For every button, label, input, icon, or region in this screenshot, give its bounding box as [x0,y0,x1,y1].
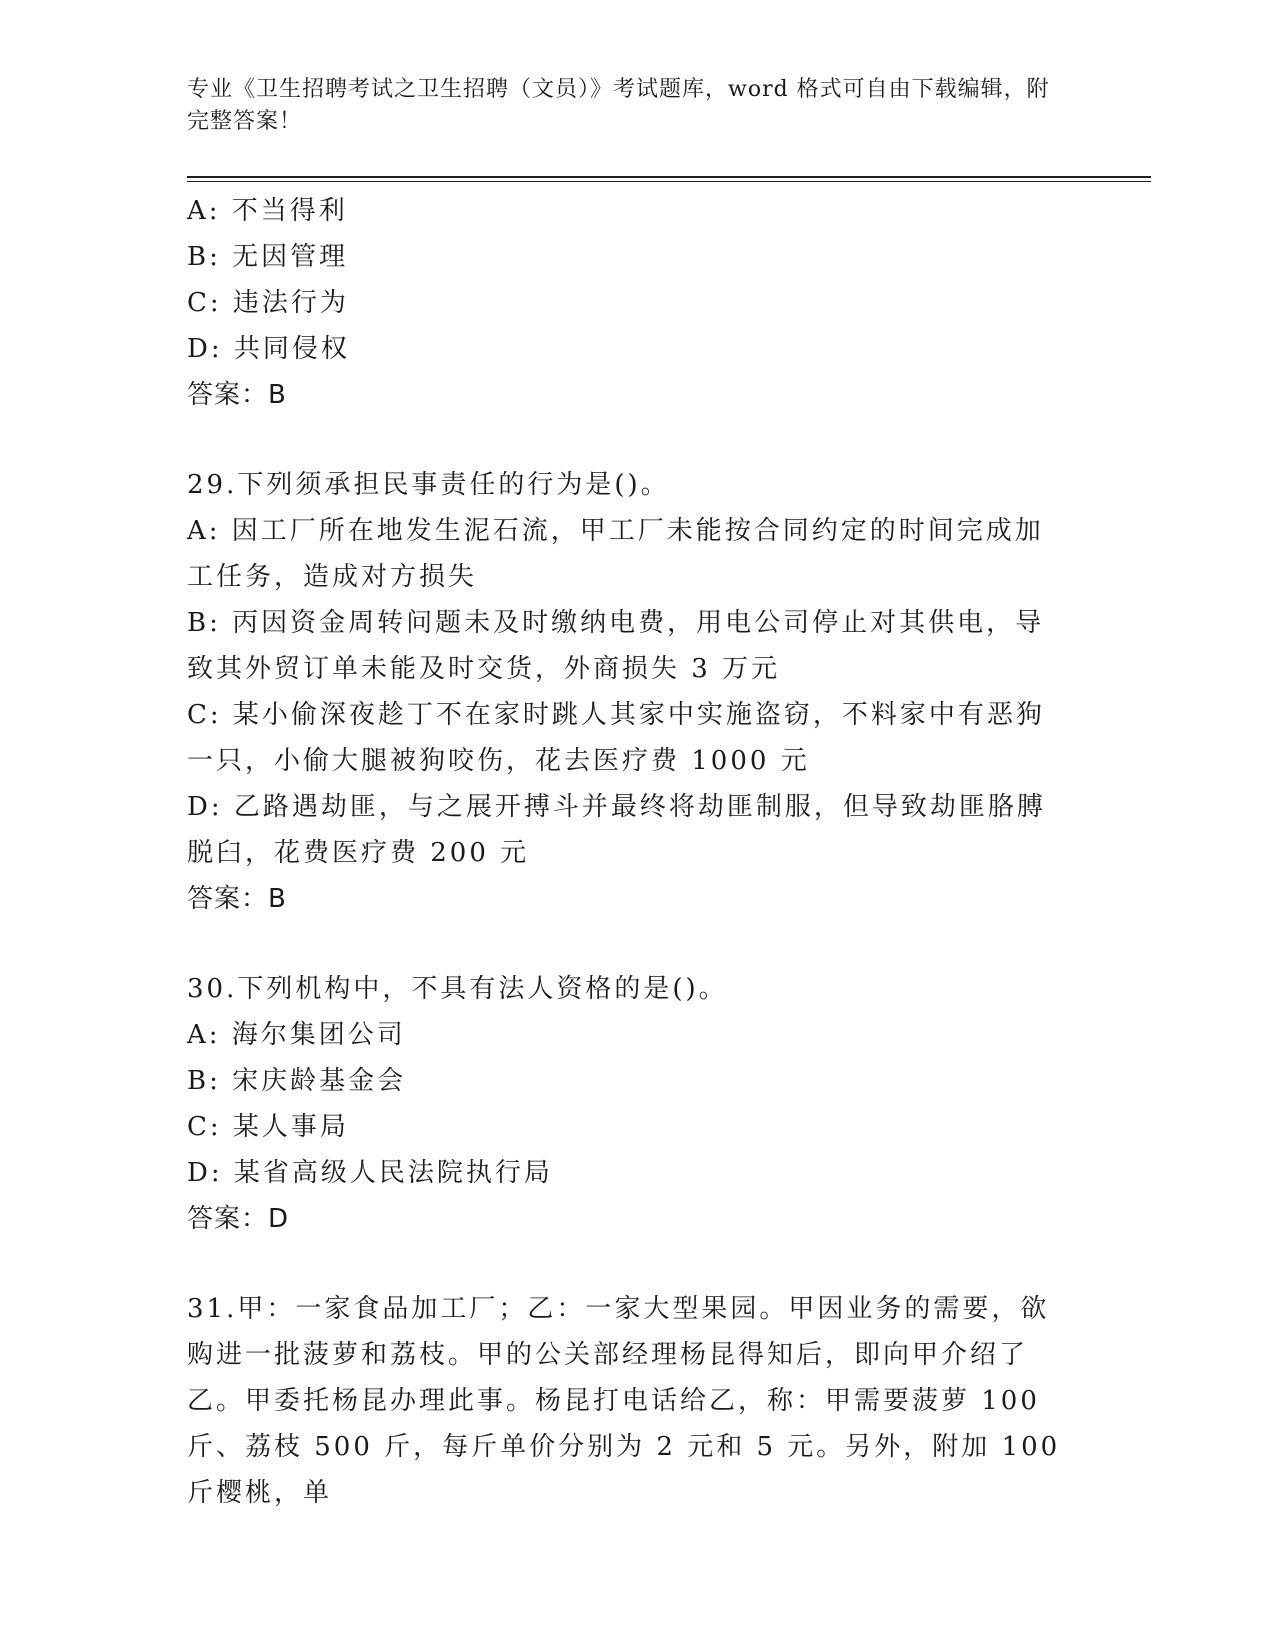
document-body [187,188,1067,1516]
document-header: 专业《卫生招聘考试之卫生招聘（文员）》考试题库，word 格式可自由下载编辑，附完整答案！ [187,77,1050,134]
option-b: B: 宋庆龄基金会 [187,1066,407,1096]
question-stem: 31.甲：一家食品加工厂；乙：一家大型果园。甲因业务的需要，欲购进一批菠萝和荔枝。甲的公关部经理杨昆得知后，即向甲介绍了乙。甲委托杨昆办理此事。杨昆打电话给乙，称：甲需要菠萝 100 斤、荔枝 500 斤，每斤单价分别为 2 元和 5 元。另外，附加 100 斤樱桃，单 [187,1294,1061,1508]
header-rule-thick [187,176,1151,178]
question-stem: 29.下列须承担民事责任的行为是()。 [187,470,670,500]
answer-label: 答案：B [187,884,287,914]
option-c: C: 某小偷深夜趁丁不在家时跳人其家中实施盗窃，不料家中有恶狗一只，小偷大腿被狗咬伤，花去医疗费 1000 元 [187,700,1045,776]
question-31 [187,1286,1067,1516]
answer-label: 答案：D [187,1204,290,1234]
option-d: D: 某省高级人民法院执行局 [187,1158,553,1188]
option-a: A: 海尔集团公司 [187,1020,406,1050]
question-29 [187,462,1067,922]
option-c: C: 某人事局 [187,1112,349,1142]
option-b: B: 丙因资金周转问题未及时缴纳电费，用电公司停止对其供电，导致其外贸订单未能及时交货，外商损失 3 万元 [187,608,1045,684]
option-b: B: 无因管理 [187,242,349,272]
question-30 [187,966,1067,1242]
question-stem: 30.下列机构中，不具有法人资格的是()。 [187,974,728,1004]
header-rule-thin [187,181,1151,182]
answer-label: 答案：B [187,380,287,410]
option-a: A: 因工厂所在地发生泥石流，甲工厂未能按合同约定的时间完成加工任务，造成对方损失 [187,516,1044,592]
option-d: D: 共同侵权 [187,334,350,364]
option-a: A: 不当得利 [187,196,348,226]
option-c: C: 违法行为 [187,288,349,318]
option-d: D: 乙路遇劫匪，与之展开搏斗并最终将劫匪制服，但导致劫匪胳膊脱臼，花费医疗费 200 元 [187,792,1046,868]
question-28-tail [187,188,1067,418]
